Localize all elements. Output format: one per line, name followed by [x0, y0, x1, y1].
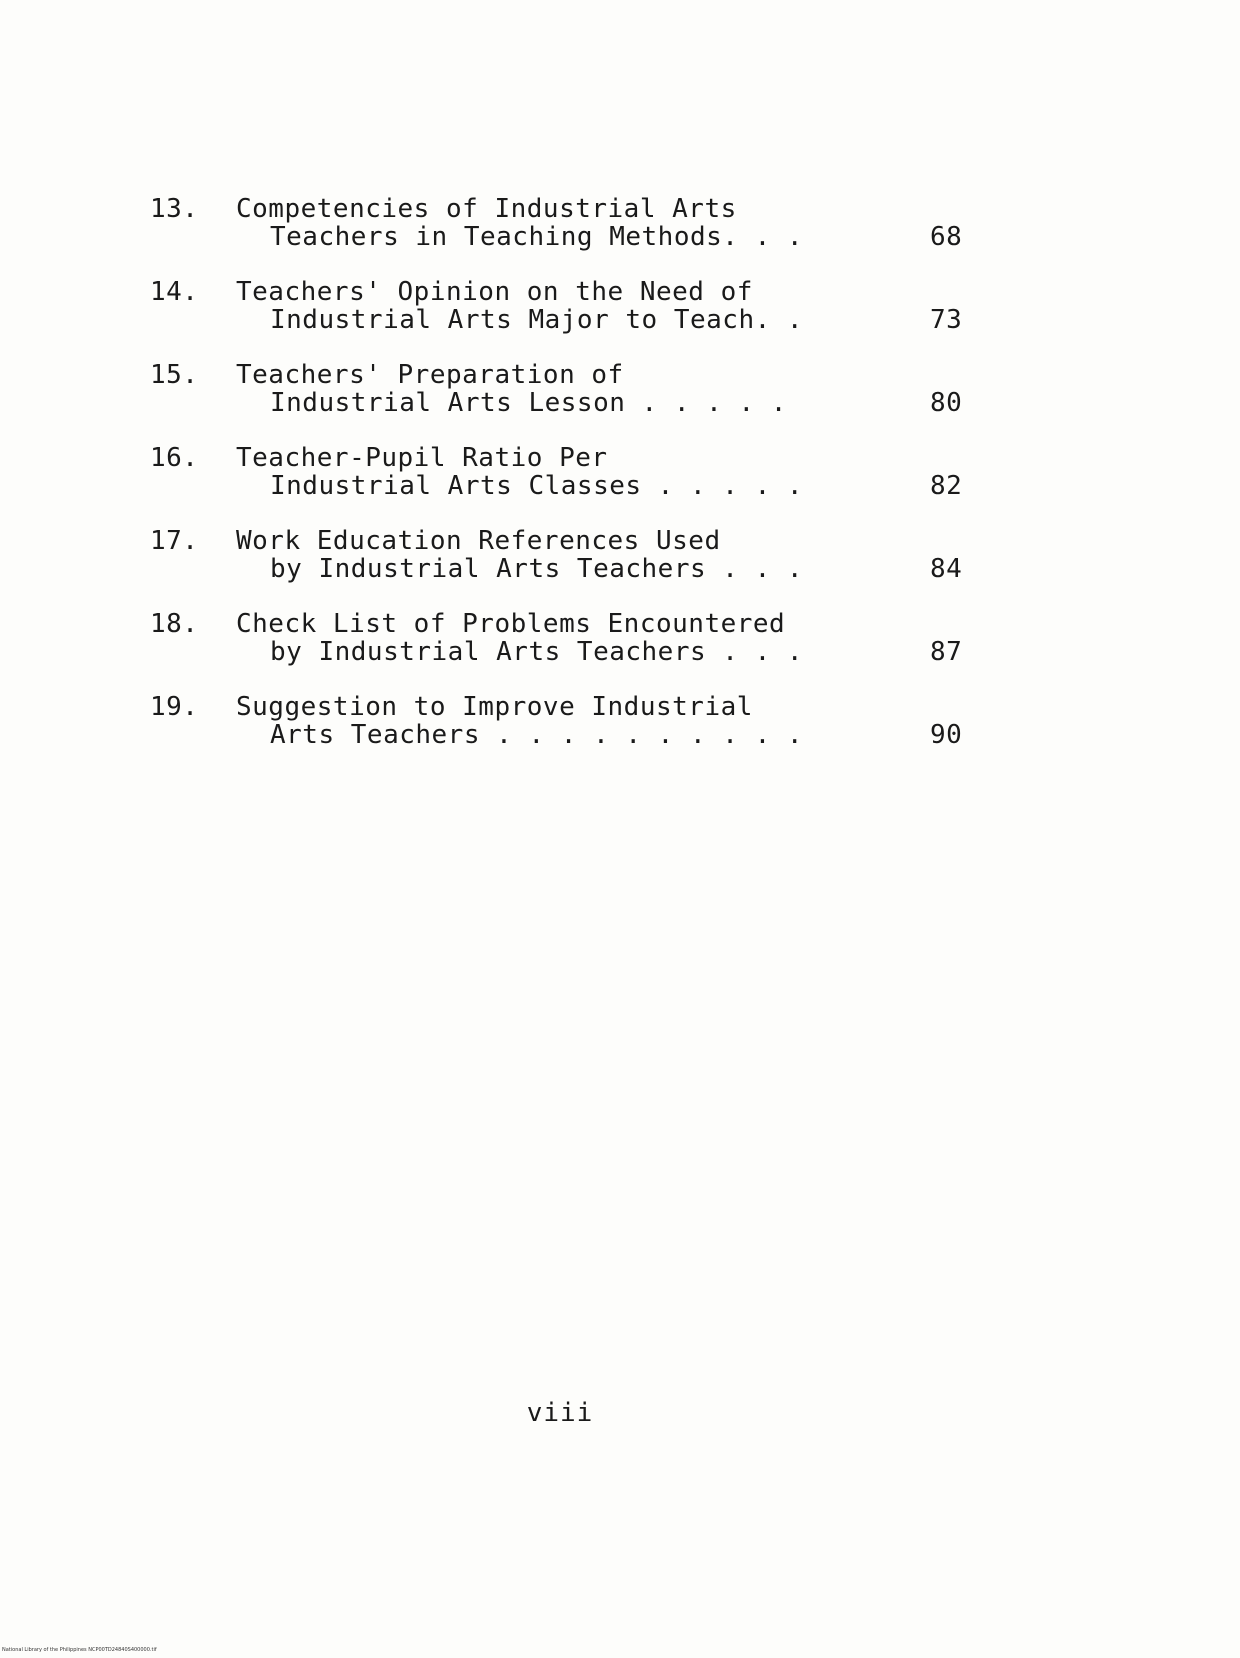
entry-title-line-2: by Industrial Arts Teachers . . .: [270, 554, 804, 584]
toc-entry-16: [150, 444, 980, 527]
toc-entry-19: [150, 693, 980, 776]
entry-title-line-2: Industrial Arts Lesson . . . . .: [270, 388, 787, 418]
entry-number: 13.: [150, 194, 199, 224]
toc-entry-15: [150, 361, 980, 444]
toc-entry-17: [150, 527, 980, 610]
entry-page-number: 73: [930, 305, 963, 335]
list-of-tables: [150, 195, 980, 776]
entry-page-number: 82: [930, 471, 963, 501]
entry-number: 16.: [150, 443, 199, 473]
entry-page-number: 80: [930, 388, 963, 418]
entry-page-number: 68: [930, 222, 963, 252]
toc-entry-13: [150, 195, 980, 278]
entry-number: 19.: [150, 692, 199, 722]
entry-title-line-1: Teachers' Preparation of: [236, 360, 624, 390]
toc-entry-14: [150, 278, 980, 361]
entry-title-line-2: Teachers in Teaching Methods. . .: [270, 222, 804, 252]
entry-title-line-2: Arts Teachers . . . . . . . . . .: [270, 720, 804, 750]
entry-page-number: 90: [930, 720, 963, 750]
entry-page-number: 87: [930, 637, 963, 667]
entry-title-line-1: Check List of Problems Encountered: [236, 609, 786, 639]
entry-page-number: 84: [930, 554, 963, 584]
entry-title-line-1: Teachers' Opinion on the Need of: [236, 277, 753, 307]
entry-number: 15.: [150, 360, 199, 390]
entry-number: 17.: [150, 526, 199, 556]
entry-title-line-1: Suggestion to Improve Industrial: [236, 692, 753, 722]
entry-title-line-2: Industrial Arts Major to Teach. .: [270, 305, 804, 335]
entry-title-line-2: Industrial Arts Classes . . . . .: [270, 471, 804, 501]
entry-title-line-1: Competencies of Industrial Arts: [236, 194, 737, 224]
toc-entry-18: [150, 610, 980, 693]
entry-number: 14.: [150, 277, 199, 307]
entry-number: 18.: [150, 609, 199, 639]
entry-title-line-1: Work Education References Used: [236, 526, 721, 556]
entry-title-line-1: Teacher-Pupil Ratio Per: [236, 443, 608, 473]
entry-title-line-2: by Industrial Arts Teachers . . .: [270, 637, 804, 667]
page-number: viii: [526, 1398, 594, 1428]
scan-footer-stamp: National Library of the Philippines NCP00TD24840S400000.tif: [2, 1647, 157, 1653]
